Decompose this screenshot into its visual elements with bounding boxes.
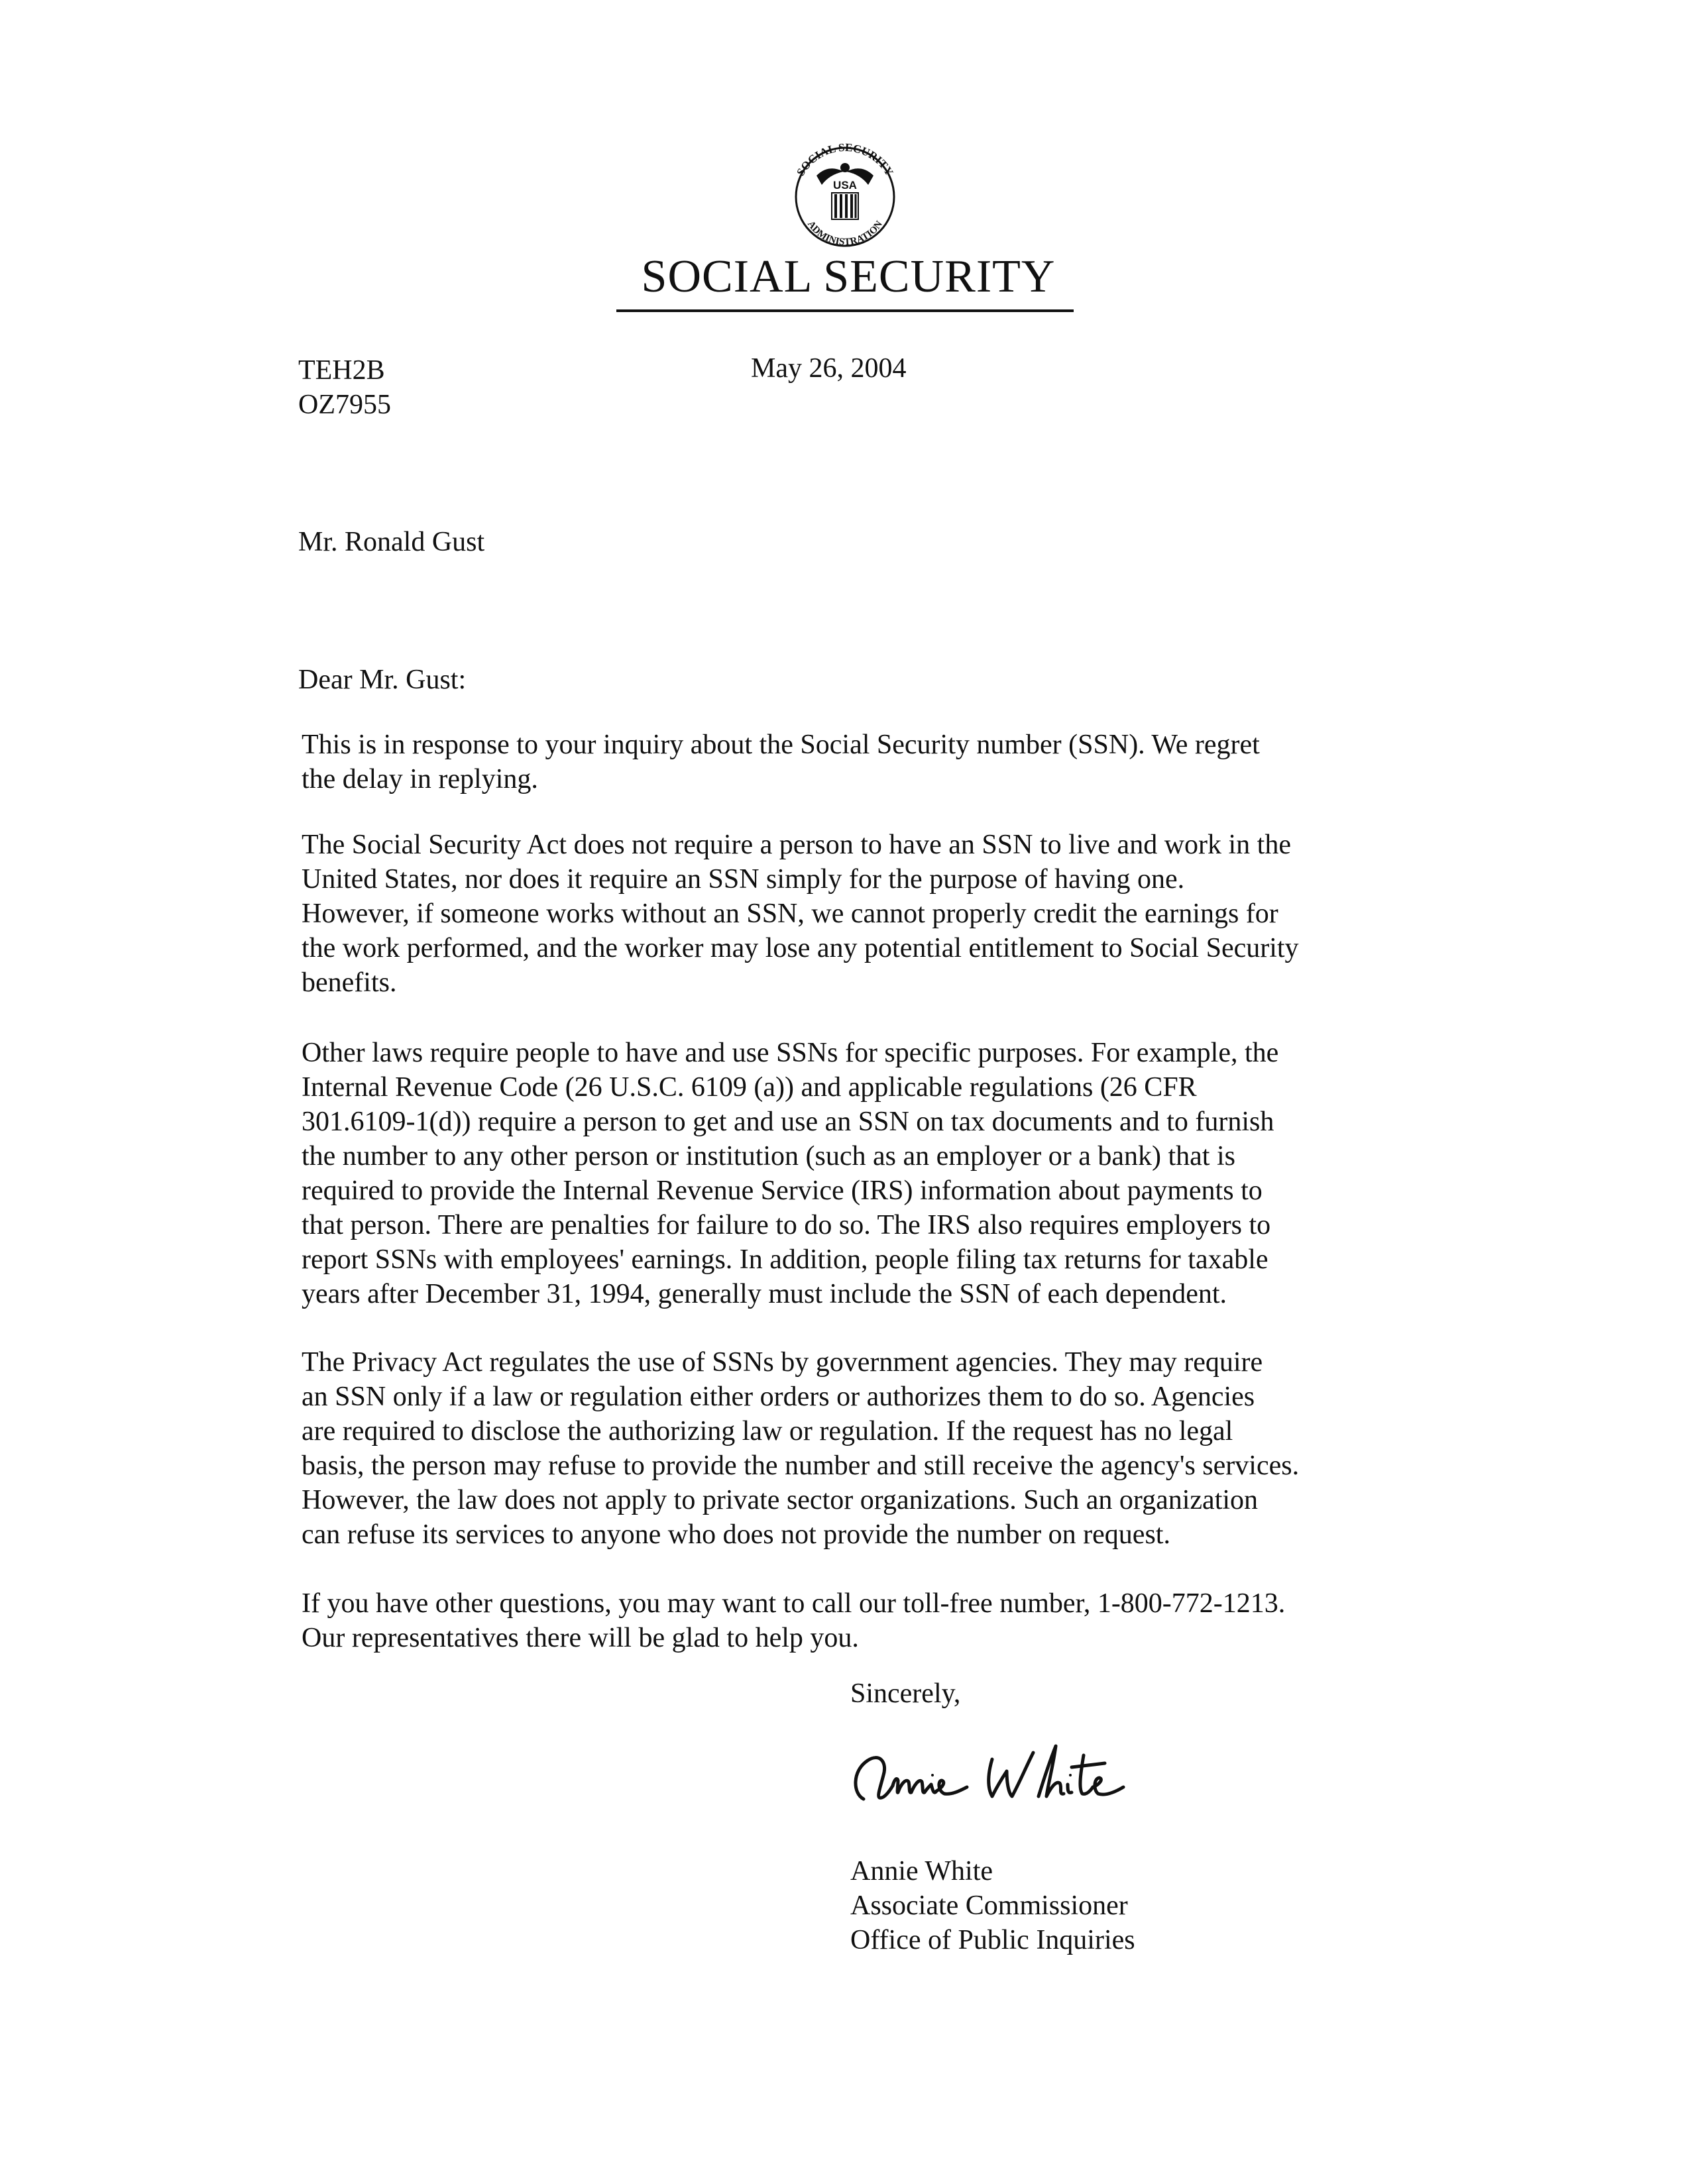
- paragraph-line: 301.6109-1(d)) require a person to get and use an SSN on tax documents and to furnish: [302, 1107, 1274, 1137]
- paragraph-line: United States, nor does it require an SSN simply for the purpose of having one.: [302, 864, 1185, 895]
- paragraph-line: The Social Security Act does not require a person to have an SSN to live and work in the: [302, 830, 1291, 860]
- body-paragraph-2: [302, 828, 1299, 1000]
- paragraph-line: basis, the person may refuse to provide the number and still receive the agency's services.: [302, 1450, 1300, 1481]
- recipient-name: Mr. Ronald Gust: [298, 527, 485, 557]
- paragraph-line: that person. There are penalties for failure to do so. The IRS also requires employers to: [302, 1210, 1271, 1240]
- paragraph-line: Our representatives there will be glad to help you.: [302, 1623, 859, 1653]
- ssa-seal-icon: [775, 136, 915, 248]
- signer-name: Annie White: [850, 1856, 993, 1886]
- paragraph-line: years after December 31, 1994, generally must include the SSN of each dependent.: [302, 1279, 1227, 1309]
- paragraph-line: can refuse its services to anyone who does not provide the number on request.: [302, 1519, 1170, 1550]
- reference-codes: [298, 353, 391, 422]
- reference-code: TEH2B: [298, 355, 385, 386]
- paragraph-line: required to provide the Internal Revenue Service (IRS) information about payments to: [302, 1175, 1263, 1206]
- paragraph-line: However, if someone works without an SSN, we cannot properly credit the earnings for: [302, 899, 1278, 929]
- paragraph-line: Other laws require people to have and use SSNs for specific purposes. For example, the: [302, 1038, 1279, 1068]
- paragraph-line: The Privacy Act regulates the use of SSNs by government agencies. They may require: [302, 1347, 1263, 1378]
- paragraph-line: the work performed, and the worker may lose any potential entitlement to Social Security: [302, 933, 1299, 963]
- paragraph-line: are required to disclose the authorizing law or regulation. If the request has no legal: [302, 1416, 1233, 1447]
- letter-date: May 26, 2004: [751, 353, 907, 384]
- body-paragraph-5: [302, 1586, 1285, 1655]
- signer-block: [850, 1854, 1135, 1957]
- signer-office: Office of Public Inquiries: [850, 1925, 1135, 1955]
- body-paragraph-1: [302, 728, 1260, 796]
- paragraph-line: report SSNs with employees' earnings. In addition, people filing tax returns for taxable: [302, 1244, 1268, 1275]
- paragraph-line: the number to any other person or institution (such as an employer or a bank) that is: [302, 1141, 1235, 1172]
- signer-title: Associate Commissioner: [850, 1890, 1128, 1921]
- paragraph-line: If you have other questions, you may want to call our toll-free number, 1-800-772-1213.: [302, 1588, 1286, 1619]
- letterhead-divider: [616, 309, 1074, 312]
- handwritten-signature: [845, 1733, 1163, 1826]
- paragraph-line: This is in response to your inquiry about the Social Security number (SSN). We regret: [302, 730, 1260, 760]
- paragraph-line: an SSN only if a law or regulation either orders or authorizes them to do so. Agencies: [302, 1382, 1255, 1412]
- seal-top-text: SOCIAL SECURITY: [794, 140, 896, 178]
- paragraph-line: However, the law does not apply to private sector organizations. Such an organization: [302, 1485, 1259, 1515]
- body-paragraph-4: [302, 1345, 1299, 1552]
- salutation: Dear Mr. Gust:: [298, 665, 467, 695]
- seal-center-text: USA: [833, 179, 857, 191]
- paragraph-line: benefits.: [302, 967, 397, 998]
- agency-name: SOCIAL SECURITY: [641, 251, 1056, 302]
- reference-code: OZ7955: [298, 390, 391, 420]
- paragraph-line: Internal Revenue Code (26 U.S.C. 6109 (a)) and applicable regulations (26 CFR: [302, 1072, 1197, 1103]
- paragraph-line: the delay in replying.: [302, 764, 538, 794]
- seal-bottom-text: ADMINISTRATION: [805, 219, 885, 248]
- closing: Sincerely,: [850, 1678, 961, 1709]
- body-paragraph-3: [302, 1036, 1278, 1311]
